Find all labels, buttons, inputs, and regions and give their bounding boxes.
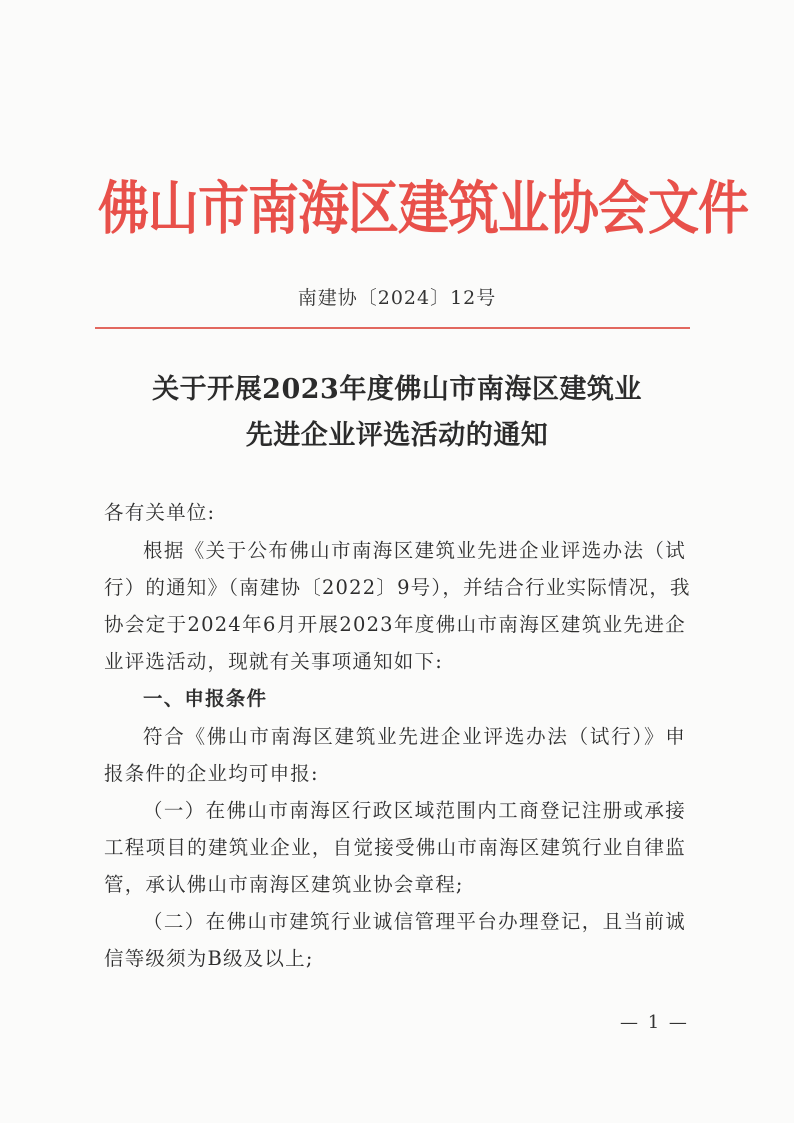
body-line: 管，承认佛山市南海区建筑业协会章程; [104, 873, 464, 896]
body-line: 行）的通知》（南建协〔2022〕9号），并结合行业实际情况，我 [104, 576, 691, 599]
notice-title-line-1: 关于开展2023年度佛山市南海区建筑业 [152, 374, 642, 405]
salutation: 各有关单位: [104, 501, 216, 524]
body-line: （二）在佛山市建筑行业诚信管理平台办理登记，且当前诚 [143, 910, 686, 933]
body-line: 业评选活动，现就有关事项通知如下: [104, 650, 443, 673]
body-line: 根据《关于公布佛山市南海区建筑业先进企业评选办法（试 [143, 539, 686, 562]
body-line: （一）在佛山市南海区行政区域范围内工商登记注册或承接 [143, 799, 686, 822]
body-line: 信等级须为B级及以上; [104, 947, 314, 970]
body-line: 符合《佛山市南海区建筑业先进企业评选办法（试行）》申 [143, 725, 686, 748]
body-line: 报条件的企业均可申报: [104, 762, 319, 785]
body-line: 协会定于2024年6月开展2023年度佛山市南海区建筑业先进企 [104, 613, 686, 636]
red-divider-rule [95, 327, 690, 329]
notice-title-line-2: 先进企业评选活动的通知 [245, 420, 549, 451]
masthead-title: 佛山市南海区建筑业协会文件 [98, 176, 749, 243]
body-line: 工程项目的建筑业企业，自觉接受佛山市南海区建筑行业自律监 [104, 836, 686, 859]
section-heading: 一、申报条件 [143, 687, 268, 710]
page-number: — 1 — [620, 1012, 689, 1033]
document-number: 南建协〔2024〕12号 [297, 287, 497, 309]
